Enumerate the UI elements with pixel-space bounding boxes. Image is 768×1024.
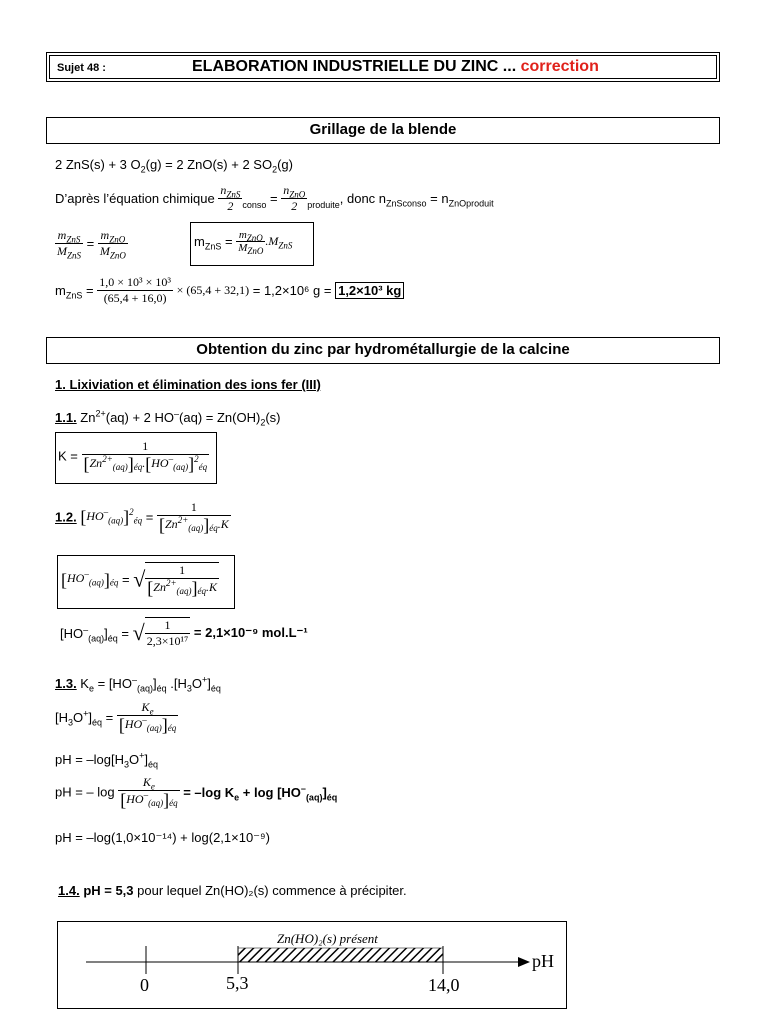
mass-formula-box: $m_{ZnS}$ = $\frac{m_{ZnO}}{M_{ZnO}}$ $.M_{ZnS}$ (190, 222, 314, 266)
question-1-1: 1.1. $Zn^{2+}(aq) + 2$ $HO^-(aq) = Zn(OH)_2(s)$ (55, 408, 281, 428)
ph-axis-box (57, 921, 567, 1009)
ho-formula-box: $[HO^-_{(aq)}]_{éq}$ = √ $\frac{1}{[Zn^{2+}_{(aq)}]_{éq}.K}$ (57, 555, 235, 609)
mass-calculation: $m_{ZnS}$ = $\frac{\text{1,0 × 10³ × 10³}}{(65,4 + 16,0)}$ × (65,4 + 32,1) = 1,2×10⁶ g = 1,2×10³ kg (55, 275, 404, 306)
question-1-3: 1.3. $K_e = [HO^-_{(aq)}]_{éq}$ $.[H_3O^+]_{éq}$ (55, 674, 221, 694)
ph-log-formula: pH = – log $\frac{K_e}{[HO^-_{(aq)}]_{éq}}$ = –log $K_e + \log [HO^-_{(aq)}]_{éq}$ (55, 775, 338, 810)
ph-numeric: pH = –log(1,0×10⁻¹⁴) + log(2,1×10⁻⁹) (55, 830, 270, 845)
tick-label-0: 0 (140, 975, 149, 995)
mass-ratio: $\frac{m_{ZnS}}{M_{ZnS}}$ = $\frac{m_{ZnO}}{M_{ZnO}}$ (57, 228, 126, 261)
k-formula-box: K = $\frac{1}{[Zn^{2+}_{(aq)}]_{éq}.[HO^-_{(aq)}]^2_{éq}}$ (55, 432, 217, 484)
result-box: 1,2×10³ kg (335, 282, 404, 299)
subsection-title: 1. Lixiviation et élimination des ions fer (III) (55, 377, 321, 392)
section-title-hydrometallurgie: Obtention du zinc par hydrométallurgie de la calcine (46, 337, 720, 364)
equation-grillage: 2 ZnS(s) + 3 $O_2(g) = 2$ ZnO(s) + 2 $SO_2(g)$ (55, 157, 293, 175)
subject-number: Sujet 48 : (57, 62, 106, 74)
axis-label: pH (532, 951, 554, 971)
tick-label-14: 14,0 (428, 975, 460, 995)
precipitate-region (238, 948, 443, 962)
h3o-formula: $[H_3O^+]_{éq}$ = $\frac{K_e}{[HO^-_{(aq)}]_{éq}}$ (55, 700, 177, 735)
section-title-grillage: Grillage de la blende (46, 117, 720, 144)
tick-label-5-3: 5,3 (226, 973, 249, 993)
header-box (46, 52, 720, 82)
question-1-2: 1.2. $[HO^-_{(aq)}]^2_{éq}$ = $\frac{1}{[Zn^{2+}_{(aq)}]_{éq}.K}$ (55, 500, 229, 535)
axis-arrow (518, 957, 530, 967)
precipitate-label: Zn(HO)₂(s) présent (277, 931, 378, 946)
ph-definition: pH = $-\log[H_3O^+]_{éq}$ (55, 750, 159, 770)
ho-concentration-result: $[HO^-_{(aq)}]_{éq}$ = √ $\frac{1}{\text{2,3×10¹⁷}}$ = 2,1×10⁻⁹ mol.L⁻¹ (60, 618, 308, 648)
page-title: ELABORATION INDUSTRIELLE DU ZINC ... correction (192, 58, 599, 75)
stoich-relation: D’après l’équation chimique $\frac{n_{ZnS}}{2}$ $_{conso}$ = $\frac{n_{ZnO}}{2}$ $_{produite}$, donc $n_{ZnSconso} = n_{ZnOproduit}$ (55, 183, 494, 213)
question-1-4: 1.4. pH = 5,3 pour lequel Zn(HO)₂(s) commence à précipiter. (58, 883, 407, 898)
